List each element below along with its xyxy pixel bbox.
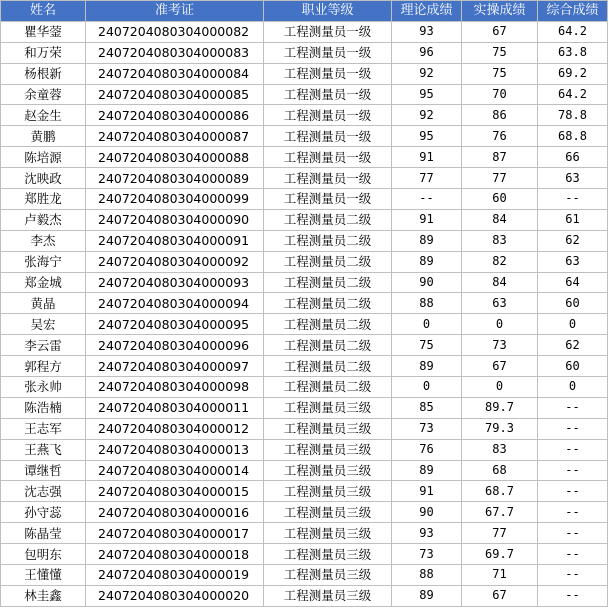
cell-overall: 63 xyxy=(538,251,608,272)
cell-overall: -- xyxy=(538,189,608,210)
table-row xyxy=(1,189,608,210)
table-row xyxy=(1,314,608,335)
table-row xyxy=(1,230,608,251)
cell-overall: 62 xyxy=(538,230,608,251)
cell-exam-id: 2407204080304000083 xyxy=(86,42,264,63)
cell-practical: 82 xyxy=(462,251,538,272)
cell-level: 工程测量员一级 xyxy=(264,147,392,168)
table-row xyxy=(1,126,608,147)
cell-overall: -- xyxy=(538,481,608,502)
table-row xyxy=(1,523,608,544)
cell-exam-id: 2407204080304000094 xyxy=(86,293,264,314)
table-row xyxy=(1,397,608,418)
cell-exam-id: 2407204080304000017 xyxy=(86,523,264,544)
cell-theory: 93 xyxy=(392,21,462,42)
cell-theory: 76 xyxy=(392,439,462,460)
header-level: 职业等级 xyxy=(264,1,392,22)
table-row xyxy=(1,377,608,398)
cell-level: 工程测量员三级 xyxy=(264,397,392,418)
cell-overall: -- xyxy=(538,523,608,544)
cell-level: 工程测量员二级 xyxy=(264,272,392,293)
cell-theory: 89 xyxy=(392,460,462,481)
cell-practical: 68.7 xyxy=(462,481,538,502)
cell-overall: -- xyxy=(538,502,608,523)
cell-practical: 79.3 xyxy=(462,418,538,439)
cell-practical: 69.7 xyxy=(462,544,538,565)
cell-level: 工程测量员三级 xyxy=(264,439,392,460)
table-row xyxy=(1,356,608,377)
header-exam-id: 准考证 xyxy=(86,1,264,22)
cell-theory: 96 xyxy=(392,42,462,63)
table-row xyxy=(1,42,608,63)
cell-practical: 68 xyxy=(462,460,538,481)
cell-exam-id: 2407204080304000098 xyxy=(86,377,264,398)
cell-theory: 0 xyxy=(392,377,462,398)
cell-practical: 75 xyxy=(462,42,538,63)
cell-name: 卢毅杰 xyxy=(1,209,86,230)
cell-practical: 75 xyxy=(462,63,538,84)
cell-practical: 0 xyxy=(462,314,538,335)
cell-overall: 64.2 xyxy=(538,21,608,42)
cell-name: 张永帅 xyxy=(1,377,86,398)
cell-theory: 89 xyxy=(392,356,462,377)
table-row xyxy=(1,418,608,439)
table-row xyxy=(1,293,608,314)
cell-level: 工程测量员二级 xyxy=(264,335,392,356)
cell-theory: 95 xyxy=(392,84,462,105)
cell-theory: 91 xyxy=(392,147,462,168)
cell-exam-id: 2407204080304000097 xyxy=(86,356,264,377)
cell-overall: 64 xyxy=(538,272,608,293)
cell-level: 工程测量员一级 xyxy=(264,84,392,105)
cell-overall: 63 xyxy=(538,168,608,189)
cell-overall: -- xyxy=(538,544,608,565)
cell-name: 赵金生 xyxy=(1,105,86,126)
table-row xyxy=(1,565,608,586)
cell-overall: 60 xyxy=(538,293,608,314)
table-row xyxy=(1,439,608,460)
cell-exam-id: 2407204080304000088 xyxy=(86,147,264,168)
cell-level: 工程测量员二级 xyxy=(264,377,392,398)
cell-name: 郑金城 xyxy=(1,272,86,293)
cell-level: 工程测量员三级 xyxy=(264,565,392,586)
cell-exam-id: 2407204080304000087 xyxy=(86,126,264,147)
cell-overall: 62 xyxy=(538,335,608,356)
cell-exam-id: 2407204080304000011 xyxy=(86,397,264,418)
cell-name: 杨根新 xyxy=(1,63,86,84)
cell-theory: 89 xyxy=(392,230,462,251)
cell-overall: 0 xyxy=(538,314,608,335)
cell-name: 郑胜龙 xyxy=(1,189,86,210)
cell-name: 沈志强 xyxy=(1,481,86,502)
cell-theory: 88 xyxy=(392,565,462,586)
cell-overall: -- xyxy=(538,439,608,460)
cell-name: 郭程方 xyxy=(1,356,86,377)
cell-level: 工程测量员一级 xyxy=(264,21,392,42)
cell-level: 工程测量员三级 xyxy=(264,460,392,481)
cell-theory: 88 xyxy=(392,293,462,314)
cell-name: 李杰 xyxy=(1,230,86,251)
cell-overall: 68.8 xyxy=(538,126,608,147)
cell-exam-id: 2407204080304000082 xyxy=(86,21,264,42)
cell-theory: 73 xyxy=(392,418,462,439)
cell-overall: -- xyxy=(538,460,608,481)
cell-level: 工程测量员三级 xyxy=(264,544,392,565)
cell-theory: 89 xyxy=(392,585,462,606)
cell-level: 工程测量员三级 xyxy=(264,585,392,606)
cell-level: 工程测量员三级 xyxy=(264,481,392,502)
cell-name: 王燕飞 xyxy=(1,439,86,460)
cell-practical: 63 xyxy=(462,293,538,314)
cell-overall: -- xyxy=(538,585,608,606)
table-row xyxy=(1,147,608,168)
cell-exam-id: 2407204080304000013 xyxy=(86,439,264,460)
cell-level: 工程测量员三级 xyxy=(264,502,392,523)
cell-practical: 67.7 xyxy=(462,502,538,523)
cell-level: 工程测量员一级 xyxy=(264,105,392,126)
cell-overall: 64.2 xyxy=(538,84,608,105)
cell-practical: 86 xyxy=(462,105,538,126)
header-name: 姓名 xyxy=(1,1,86,22)
cell-overall: 66 xyxy=(538,147,608,168)
table-row xyxy=(1,481,608,502)
table-row xyxy=(1,460,608,481)
cell-name: 陈浩楠 xyxy=(1,397,86,418)
cell-overall: -- xyxy=(538,565,608,586)
cell-level: 工程测量员二级 xyxy=(264,356,392,377)
table-row xyxy=(1,105,608,126)
header-overall: 综合成绩 xyxy=(538,1,608,22)
cell-name: 沈映政 xyxy=(1,168,86,189)
cell-exam-id: 2407204080304000015 xyxy=(86,481,264,502)
cell-overall: 63.8 xyxy=(538,42,608,63)
cell-practical: 77 xyxy=(462,523,538,544)
cell-exam-id: 2407204080304000019 xyxy=(86,565,264,586)
cell-theory: 73 xyxy=(392,544,462,565)
cell-name: 黄鹏 xyxy=(1,126,86,147)
cell-practical: 87 xyxy=(462,147,538,168)
cell-theory: 75 xyxy=(392,335,462,356)
cell-level: 工程测量员二级 xyxy=(264,230,392,251)
cell-theory: 90 xyxy=(392,502,462,523)
table-row xyxy=(1,209,608,230)
cell-practical: 83 xyxy=(462,230,538,251)
cell-theory: 77 xyxy=(392,168,462,189)
cell-overall: 0 xyxy=(538,377,608,398)
cell-exam-id: 2407204080304000020 xyxy=(86,585,264,606)
cell-name: 余童蓉 xyxy=(1,84,86,105)
cell-practical: 77 xyxy=(462,168,538,189)
cell-practical: 73 xyxy=(462,335,538,356)
table-row xyxy=(1,544,608,565)
cell-exam-id: 2407204080304000085 xyxy=(86,84,264,105)
cell-theory: 91 xyxy=(392,209,462,230)
cell-practical: 67 xyxy=(462,21,538,42)
table-row xyxy=(1,251,608,272)
cell-level: 工程测量员一级 xyxy=(264,168,392,189)
cell-practical: 76 xyxy=(462,126,538,147)
cell-name: 孙守蕊 xyxy=(1,502,86,523)
cell-practical: 60 xyxy=(462,189,538,210)
cell-practical: 84 xyxy=(462,209,538,230)
cell-theory: 90 xyxy=(392,272,462,293)
cell-level: 工程测量员一级 xyxy=(264,189,392,210)
table-row xyxy=(1,272,608,293)
table-row xyxy=(1,168,608,189)
cell-theory: 92 xyxy=(392,63,462,84)
cell-exam-id: 2407204080304000090 xyxy=(86,209,264,230)
cell-exam-id: 2407204080304000086 xyxy=(86,105,264,126)
cell-level: 工程测量员二级 xyxy=(264,293,392,314)
cell-overall: -- xyxy=(538,418,608,439)
cell-exam-id: 2407204080304000018 xyxy=(86,544,264,565)
cell-exam-id: 2407204080304000092 xyxy=(86,251,264,272)
header-theory: 理论成绩 xyxy=(392,1,462,22)
cell-exam-id: 2407204080304000093 xyxy=(86,272,264,293)
cell-exam-id: 2407204080304000099 xyxy=(86,189,264,210)
cell-practical: 0 xyxy=(462,377,538,398)
cell-name: 王懂懂 xyxy=(1,565,86,586)
cell-practical: 67 xyxy=(462,356,538,377)
cell-practical: 83 xyxy=(462,439,538,460)
cell-level: 工程测量员一级 xyxy=(264,63,392,84)
cell-name: 包明东 xyxy=(1,544,86,565)
cell-practical: 67 xyxy=(462,585,538,606)
table-row xyxy=(1,502,608,523)
cell-practical: 70 xyxy=(462,84,538,105)
cell-level: 工程测量员二级 xyxy=(264,314,392,335)
cell-exam-id: 2407204080304000096 xyxy=(86,335,264,356)
cell-name: 谭继哲 xyxy=(1,460,86,481)
cell-name: 和万荣 xyxy=(1,42,86,63)
cell-name: 王志军 xyxy=(1,418,86,439)
cell-exam-id: 2407204080304000095 xyxy=(86,314,264,335)
cell-theory: 89 xyxy=(392,251,462,272)
cell-level: 工程测量员一级 xyxy=(264,42,392,63)
table-row xyxy=(1,21,608,42)
cell-name: 瞿华蓥 xyxy=(1,21,86,42)
cell-exam-id: 2407204080304000014 xyxy=(86,460,264,481)
cell-level: 工程测量员三级 xyxy=(264,523,392,544)
cell-overall: -- xyxy=(538,397,608,418)
cell-practical: 84 xyxy=(462,272,538,293)
cell-theory: 0 xyxy=(392,314,462,335)
cell-practical: 71 xyxy=(462,565,538,586)
header-row xyxy=(1,1,608,22)
cell-theory: 91 xyxy=(392,481,462,502)
cell-name: 吴宏 xyxy=(1,314,86,335)
cell-exam-id: 2407204080304000084 xyxy=(86,63,264,84)
cell-name: 张海宁 xyxy=(1,251,86,272)
cell-theory: 85 xyxy=(392,397,462,418)
cell-overall: 60 xyxy=(538,356,608,377)
table-row xyxy=(1,84,608,105)
cell-exam-id: 2407204080304000016 xyxy=(86,502,264,523)
cell-exam-id: 2407204080304000012 xyxy=(86,418,264,439)
cell-level: 工程测量员二级 xyxy=(264,209,392,230)
cell-level: 工程测量员三级 xyxy=(264,418,392,439)
cell-name: 李云雷 xyxy=(1,335,86,356)
cell-theory: 95 xyxy=(392,126,462,147)
header-practical: 实操成绩 xyxy=(462,1,538,22)
cell-level: 工程测量员一级 xyxy=(264,126,392,147)
table-row xyxy=(1,335,608,356)
cell-theory: 92 xyxy=(392,105,462,126)
cell-overall: 61 xyxy=(538,209,608,230)
cell-name: 林圭鑫 xyxy=(1,585,86,606)
cell-exam-id: 2407204080304000089 xyxy=(86,168,264,189)
cell-level: 工程测量员二级 xyxy=(264,251,392,272)
table-row xyxy=(1,63,608,84)
cell-overall: 69.2 xyxy=(538,63,608,84)
cell-exam-id: 2407204080304000091 xyxy=(86,230,264,251)
cell-name: 陈培源 xyxy=(1,147,86,168)
cell-overall: 78.8 xyxy=(538,105,608,126)
cell-name: 黄晶 xyxy=(1,293,86,314)
cell-name: 陈晶莹 xyxy=(1,523,86,544)
cell-theory: -- xyxy=(392,189,462,210)
table-row xyxy=(1,585,608,606)
cell-practical: 89.7 xyxy=(462,397,538,418)
cell-theory: 93 xyxy=(392,523,462,544)
